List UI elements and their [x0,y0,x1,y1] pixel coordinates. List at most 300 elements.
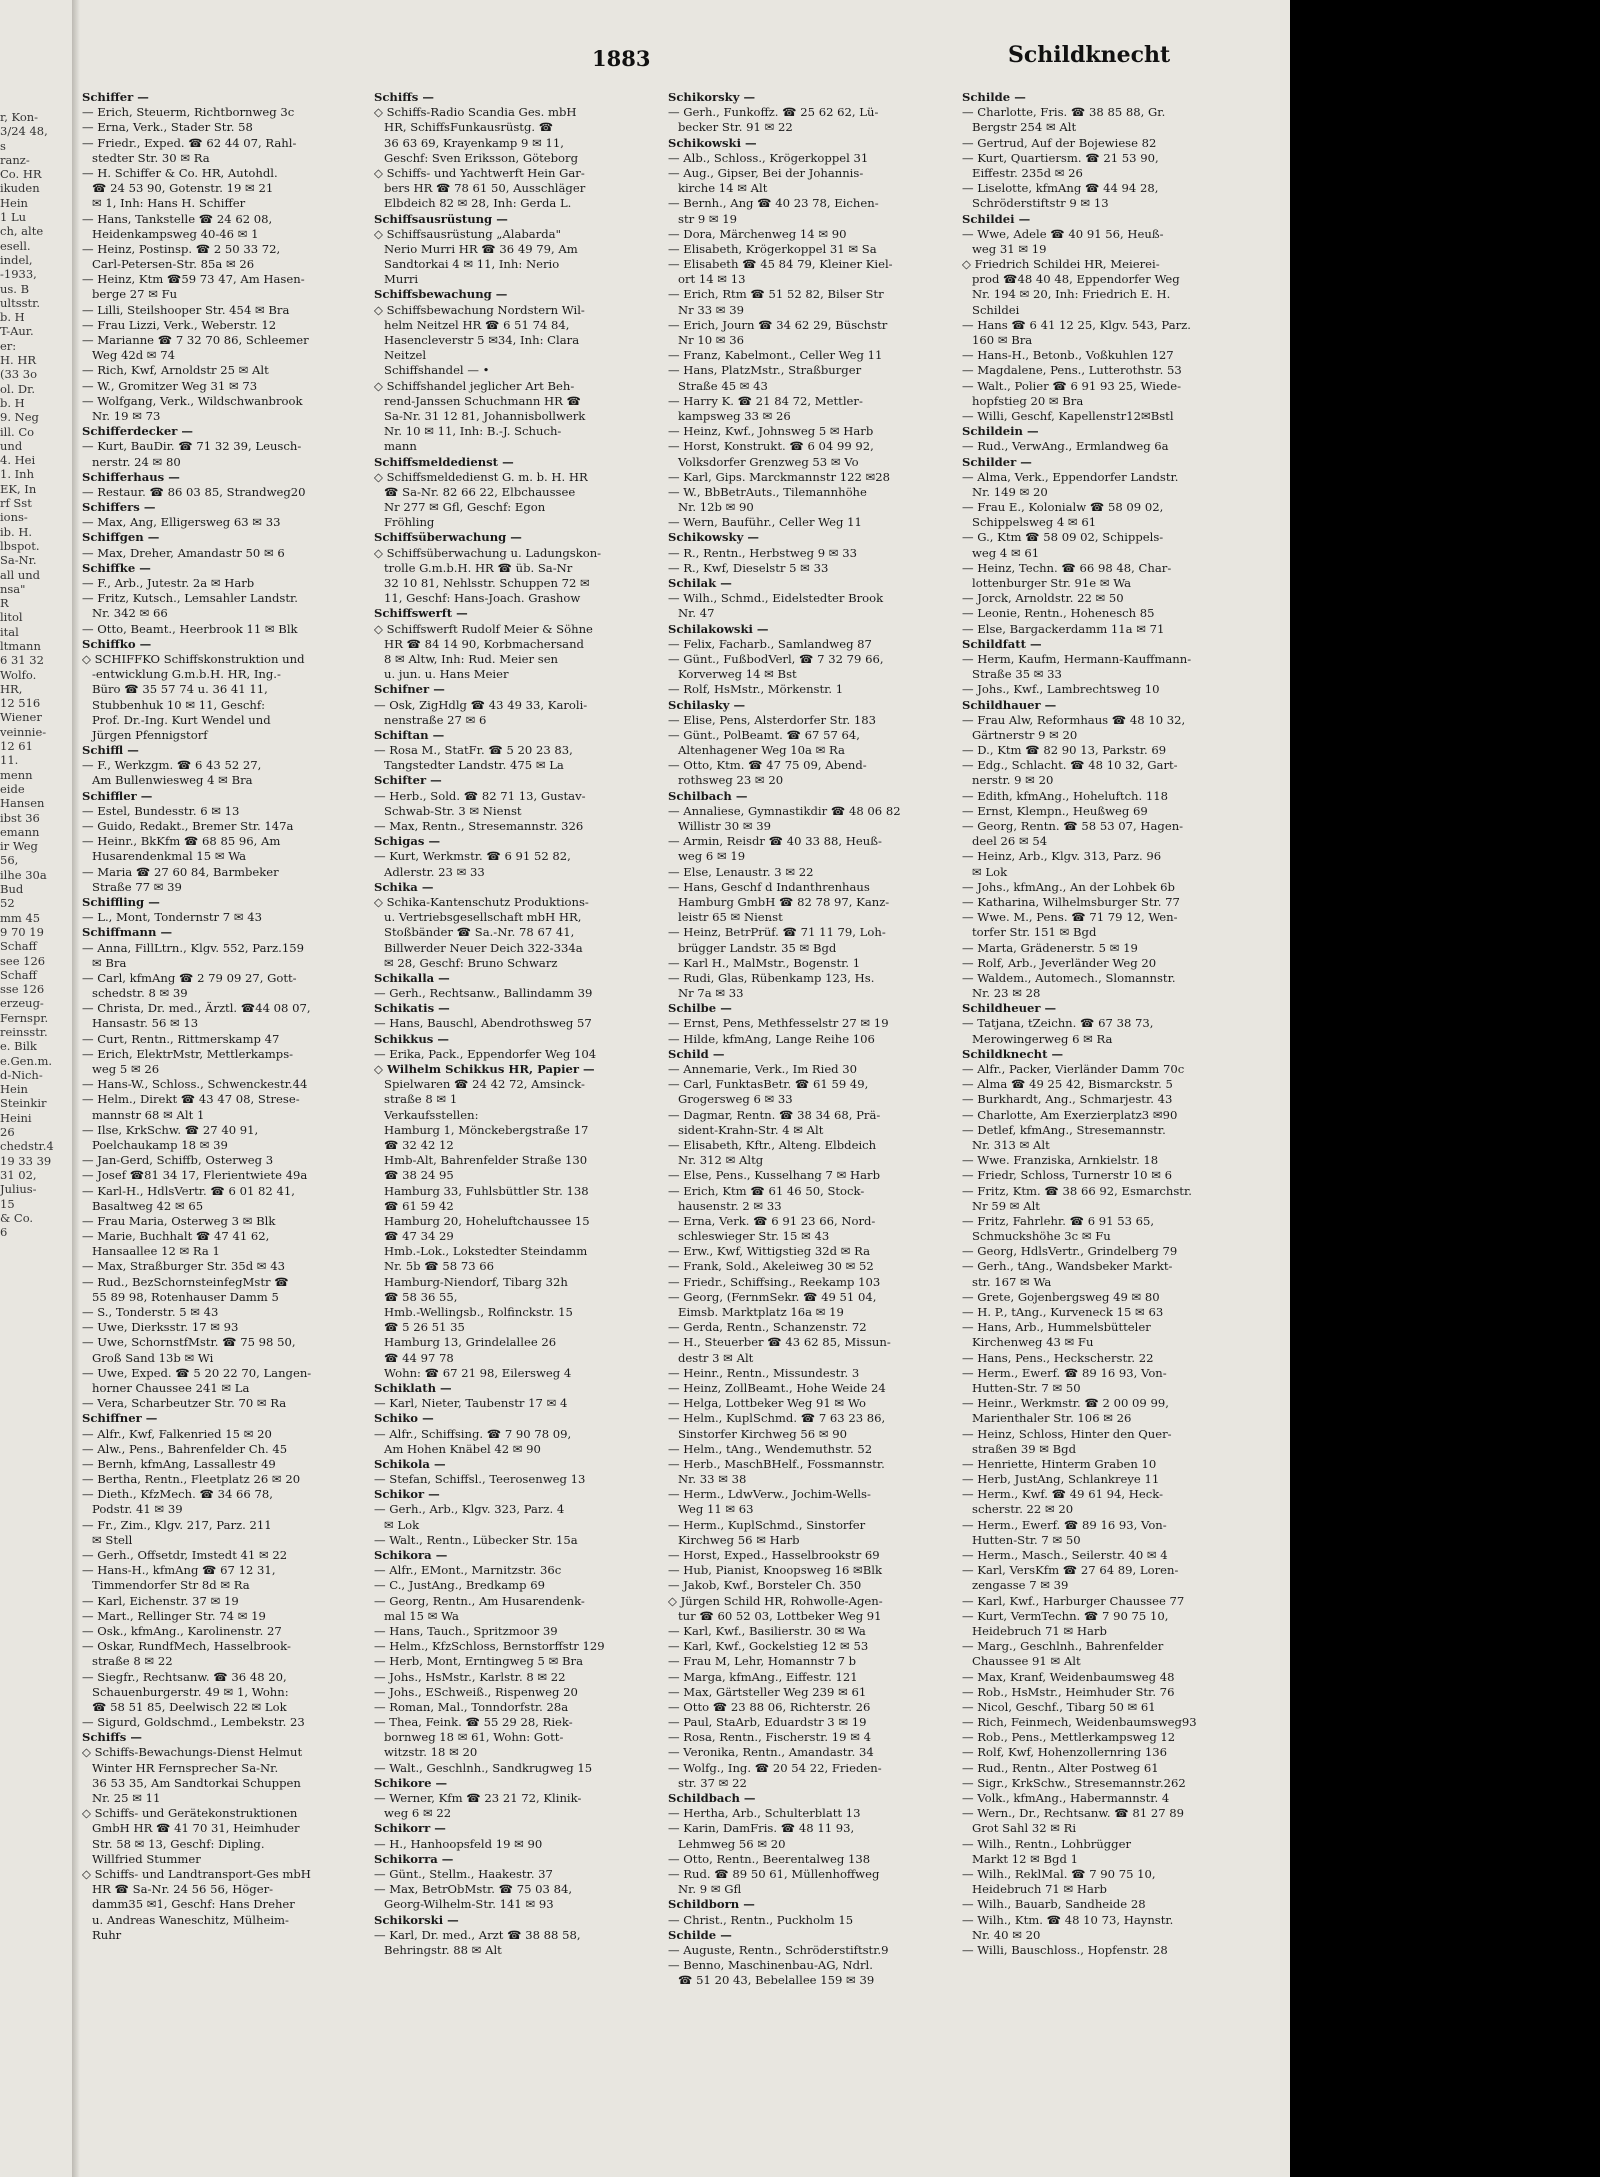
directory-entry-line: Nr 10 ✉ 36 [678,333,744,347]
directory-entry-line: — Ernst, Pens, Methfesselstr 27 ✉ 19 [668,1016,889,1031]
directory-entry-line: Basaltweg 42 ✉ 65 [92,1198,204,1213]
directory-entry-line: GmbH HR ☎ 41 70 31, Heimhuder [92,1821,300,1836]
fragment-line: ill. Co [0,424,35,439]
surname-heading: Schiffling — [82,894,160,909]
directory-entry-line: Fröhling [384,515,435,530]
surname-heading: Schikola — [374,1456,446,1471]
directory-entry-line: — Felix, Facharb., Samlandweg 87 [668,636,872,651]
directory-entry-line: — Hans, Geschf d Indanthrenhaus [668,879,870,894]
directory-entry-line: — Fritz, Fahrlehr. ☎ 6 91 53 65, [962,1213,1155,1228]
directory-entry-line: weg 6 ✉ 19 [678,849,746,864]
directory-entry-line: — Auguste, Rentn., Schröderstiftstr.9 [668,1942,889,1957]
surname-heading: Schikor — [374,1487,440,1502]
directory-entry-line: — Uwe, Dierksstr. 17 ✉ 93 [82,1320,239,1335]
directory-entry-line: — Erich, Journ ☎ 34 62 29, Büschstr [668,317,888,332]
directory-entry-line: — Werner, Kfm ☎ 23 21 72, Klinik- [374,1791,582,1805]
directory-entry-line: Nr. 5b ☎ 58 73 66 [384,1259,495,1274]
directory-entry-line: bers HR ☎ 78 61 50, Ausschläger [384,181,586,196]
previous-page-fragment [0,110,70,1239]
directory-entry-line: — Wolfgang, Verk., Wildschwanbrook [82,393,303,408]
directory-entry-line: Murri [384,272,419,287]
directory-entry-line: ✉ Stell [92,1532,133,1547]
directory-entry-line: — Friedr, Schloss, Turnerstr 10 ✉ 6 [962,1168,1173,1183]
directory-entry-line: Grogersweg 6 ✉ 33 [678,1092,793,1107]
surname-heading: Schiffswerft — [374,606,468,621]
directory-entry-line: Heidebruch 71 ✉ Harb [972,1882,1107,1897]
directory-entry-line: Sa-Nr. 31 12 81, Johannisbollwerk [384,408,586,423]
directory-entry-line: — H. P., tAng., Kurveneck 15 ✉ 63 [962,1305,1164,1319]
directory-entry-line: — D., Ktm ☎ 82 90 13, Parkstr. 69 [962,743,1167,758]
directory-entry-line: — Helm., KuplSchmd. ☎ 7 63 23 86, [668,1411,886,1426]
directory-entry-line: — Heinr., Rentn., Missundestr. 3 [668,1365,860,1380]
fragment-line: (33 3o [0,367,38,382]
directory-entry-line: — Alfr., Packer, Vierländer Damm 70c [962,1062,1185,1076]
surname-heading: Schiffler — [82,788,153,803]
directory-entry-line: — Annaliese, Gymnastikdir ☎ 48 06 82 [668,803,901,818]
directory-entry-line: — Herm., Ewerf. ☎ 89 16 93, Von- [962,1365,1167,1380]
directory-entry-line: ◇ Schika-Kantenschutz Produktions- [374,894,589,909]
directory-entry-line: — Karl, VersKfm ☎ 27 64 89, Loren- [962,1563,1179,1578]
directory-entry-line: — Karl H., MalMstr., Bogenstr. 1 [668,955,861,970]
fragment-line: litol [0,610,23,625]
fragment-line: chedstr.4 [0,1139,54,1154]
directory-entry-line: 8 ✉ Altw, Inh: Rud. Meier sen [384,651,559,666]
directory-entry-line: Nr. 10 ✉ 11, Inh: B.-J. Schuch- [384,424,562,439]
directory-entry-line: — Günt., PolBeamt. ☎ 67 57 64, [668,727,860,742]
directory-entry-line: prod ☎48 40 48, Eppendorfer Weg [972,272,1180,287]
directory-entry-line: — Georg, (FernmSekr. ☎ 49 51 04, [668,1289,877,1304]
directory-entry-line: — Annemarie, Verk., Im Ried 30 [668,1062,858,1076]
directory-entry-line: Hasencleverstr 5 ✉34, Inh: Clara [384,333,580,347]
surname-heading: Schildbach — [668,1791,756,1805]
fragment-line: mm 45 [0,910,41,925]
surname-heading: Schilbe — [668,1001,732,1016]
directory-entry-line: — Erna, Verk. ☎ 6 91 23 66, Nord- [668,1213,876,1228]
directory-entry-line: Heidenkampsweg 40-46 ✉ 1 [92,226,259,241]
directory-entry-line: rothsweg 23 ✉ 20 [678,773,784,788]
directory-entry-line: helm Neitzel HR ☎ 6 51 74 84, [384,317,570,332]
directory-entry-line: — Helga, Lottbeker Weg 91 ✉ Wo [668,1396,866,1411]
surname-heading: Schifferdecker — [82,424,193,439]
directory-entry-line: — Wern, Bauführ., Celler Weg 11 [668,515,862,530]
directory-entry-line: Nr. 25 ✉ 11 [92,1791,161,1805]
surname-heading: Schikora — [374,1548,448,1562]
directory-entry-line: 160 ✉ Bra [972,333,1033,347]
directory-entry-line: — Charlotte, Fris. ☎ 38 85 88, Gr. [962,105,1166,120]
directory-entry-line: tur ☎ 60 52 03, Lottbeker Weg 91 [678,1608,882,1623]
directory-entry-line: — Aug., Gipser, Bei der Johannis- [668,165,864,180]
directory-entry-line: Spielwaren ☎ 24 42 72, Amsinck- [384,1077,585,1092]
directory-entry-line: — Else, Lenaustr. 3 ✉ 22 [668,864,814,879]
fragment-line: ibst 36 [0,810,40,825]
directory-entry-line: — Rud. ☎ 89 50 61, Müllenhoffweg [668,1866,880,1881]
directory-entry-line: Hmb.-Lok., Lokstedter Steindamm [384,1244,588,1259]
directory-entry-line: weg 5 ✉ 26 [92,1062,160,1076]
directory-entry-line: — Osk, ZigHdlg ☎ 43 49 33, Karoli- [374,697,588,712]
fragment-line: veinnie- [0,724,47,739]
surname-heading: Schilder — [962,454,1032,469]
directory-entry-line: — Kurt, BauDir. ☎ 71 32 39, Leusch- [82,439,302,454]
directory-entry-line: — Karin, DamFris. ☎ 48 11 93, [668,1821,855,1836]
directory-entry-line: — Gerh., Funkoffz. ☎ 25 62 62, Lü- [668,105,879,120]
directory-entry-line: ◇ Schiffshandel jeglicher Art Beh- [374,378,575,393]
directory-entry-line: ◇ Schiffsmeldedienst G. m. b. H. HR [374,469,588,484]
directory-entry-line: Straße 45 ✉ 43 [678,378,768,393]
directory-entry-line: — Kurt, VermTechn. ☎ 7 90 75 10, [962,1608,1169,1623]
directory-entry-line: — Karl, Kwf., Harburger Chaussee 77 [962,1593,1185,1608]
fragment-line: 15 [0,1196,15,1211]
directory-entry-line: Sandtorkai 4 ✉ 11, Inh: Nerio [384,257,560,272]
directory-entry-line: — Heinz, Arb., Klgv. 313, Parz. 96 [962,849,1162,864]
directory-entry-line: — Stefan, Schiffsl., Teerosenweg 13 [374,1472,586,1487]
directory-entry-line: — Detlef, kfmAng., Stresemannstr. [962,1122,1166,1137]
surname-heading: Schifter — [374,773,442,788]
directory-entry-line: — Walt., Geschlnh., Sandkrugweg 15 [374,1760,593,1775]
directory-entry-line: — Heinz, ZollBeamt., Hohe Weide 24 [668,1380,886,1395]
fragment-line: ltmann [0,638,41,653]
directory-entry-line: u. jun. u. Hans Meier [384,667,509,682]
directory-entry-line: — Osk., kfmAng., Karolinenstr. 27 [82,1623,282,1638]
surname-heading: Schilde — [668,1927,732,1942]
directory-entry-line: HR ☎ 84 14 90, Korbmachersand [384,636,584,651]
directory-entry-line: mann [384,439,417,454]
fragment-line: 56, [0,853,19,868]
directory-entry-line: — Karl, Kwf., Basilierstr. 30 ✉ Wa [668,1623,866,1638]
directory-entry-line: Schauenburgerstr. 49 ✉ 1, Wohn: [92,1684,289,1699]
fragment-line: Steinkir [0,1096,47,1111]
directory-entry-line: — Friedr., Exped. ☎ 62 44 07, Rahl- [82,135,297,150]
directory-entry-line: — Hans, Bauschl, Abendrothsweg 57 [374,1016,592,1031]
fragment-line: Hein [0,195,28,210]
directory-entry-line: Hutten-Str. 7 ✉ 50 [972,1380,1081,1395]
directory-entry-line: — Veronika, Rentn., Amandastr. 34 [668,1745,874,1760]
directory-entry-line: Stoßbänder ☎ Sa.-Nr. 78 67 41, [384,925,575,940]
directory-entry-line: Schröderstiftstr 9 ✉ 13 [972,196,1109,211]
directory-entry-line: — Herm., LdwVerw., Jochim-Wells- [668,1487,871,1502]
directory-entry-line: — Gerh., Arb., Klgv. 323, Parz. 4 [374,1502,565,1517]
directory-entry-line: — Wilh., Bauarb, Sandheide 28 [962,1897,1146,1912]
directory-entry-line: Schwab-Str. 3 ✉ Nienst [384,803,522,818]
surname-heading: Schildein — [962,424,1039,439]
directory-entry-line: — Ernst, Klempn., Heußweg 69 [962,803,1148,818]
directory-entry-line: — Grete, Gojenbergsweg 49 ✉ 80 [962,1289,1160,1304]
directory-entry-line: ☎ Sa-Nr. 82 66 22, Elbchaussee [384,484,576,499]
directory-entry-line: — Uwe, SchornstfMstr. ☎ 75 98 50, [82,1335,296,1350]
directory-entry-line: — Gerh., tAng., Wandsbeker Markt- [962,1259,1173,1274]
surname-heading: Schifferhaus — [82,469,180,484]
directory-entry-line: — F., Werkzgm. ☎ 6 43 52 27, [82,758,262,773]
directory-entry-line: — Wilh., Ktm. ☎ 48 10 73, Haynstr. [962,1912,1174,1927]
directory-entry-line: — Jakob, Kwf., Borsteler Ch. 350 [668,1578,862,1593]
directory-entry-line: — Alfr., Schiffsing. ☎ 7 90 78 09, [374,1426,572,1441]
directory-entry-line: — Fritz, Kutsch., Lemsahler Landstr. [82,591,298,606]
directory-entry-line: — Walt., Polier ☎ 6 91 93 25, Wiede- [962,378,1182,393]
directory-entry-line: straßen 39 ✉ Bgd [972,1441,1077,1456]
directory-entry-line: — Dagmar, Rentn. ☎ 38 34 68, Prä- [668,1107,881,1122]
fragment-line: all und [0,567,41,582]
directory-entry-line: — Marta, Grädenerstr. 5 ✉ 19 [962,940,1138,955]
directory-entry-line: — Rosa, Rentn., Fischerstr. 19 ✉ 4 [668,1730,871,1745]
fragment-line: 6 [0,1225,8,1240]
directory-entry-line: ☎ 58 51 85, Deelwisch 22 ✉ Lok [92,1699,287,1714]
column-1 [82,90,372,1943]
directory-entry-line: — Walt., Rentn., Lübecker Str. 15a [374,1532,578,1547]
directory-entry-line: Hmb-Alt, Bahrenfelder Straße 130 [384,1153,588,1168]
directory-entry-line: Straße 77 ✉ 39 [92,879,182,894]
directory-entry-line: Elbdeich 82 ✉ 28, Inh: Gerda L. [384,196,572,211]
directory-entry-line: Groß Sand 13b ✉ Wi [92,1350,214,1365]
directory-entry-line: weg 6 ✉ 22 [384,1806,452,1821]
directory-entry-line: rend-Janssen Schuchmann HR ☎ [384,393,581,408]
fragment-line: ions- [0,510,28,525]
directory-entry-line: — Heinz, BetrPrüf. ☎ 71 11 79, Loh- [668,925,886,940]
directory-entry-line: Hamburg-Niendorf, Tibarg 32h [384,1274,568,1289]
directory-entry-line: — Karl, Eichenstr. 37 ✉ 19 [82,1593,239,1608]
fragment-line: 11. [0,753,19,768]
directory-entry-line: Adlerstr. 23 ✉ 33 [384,864,485,879]
directory-entry-line: — Maria ☎ 27 60 84, Barmbeker [82,864,279,879]
directory-entry-line: — Heinz, Postinsp. ☎ 2 50 33 72, [82,241,281,256]
directory-entry-line: — Georg, Rentn., Am Husarendenk- [374,1593,585,1608]
directory-entry-line: — G., Ktm ☎ 58 09 02, Schippels- [962,530,1164,545]
fragment-line: ital [0,624,19,639]
directory-entry-line: — Alfr., Kwf, Falkenried 15 ✉ 20 [82,1426,272,1441]
directory-entry-line: — Max, Rentn., Stresemannstr. 326 [374,819,584,833]
directory-entry-line: — Karl, Gips. Marckmannstr 122 ✉28 [668,469,890,484]
directory-entry-line: bornweg 18 ✉ 61, Wohn: Gott- [384,1730,564,1745]
directory-entry-line: — Dora, Märchenweg 14 ✉ 90 [668,226,847,241]
directory-entry-line: — Helm., Direkt ☎ 43 47 08, Strese- [82,1092,300,1107]
directory-entry-line: Wohn: ☎ 67 21 98, Eilersweg 4 [384,1365,572,1380]
directory-entry-line: leistr 65 ✉ Nienst [678,910,783,925]
directory-entry-line: Eiffestr. 235d ✉ 26 [972,165,1083,180]
directory-entry-line: Timmendorfer Str 8d ✉ Ra [92,1578,250,1593]
surname-heading: Schigas — [374,834,441,849]
directory-entry-line: ✉ Bra [92,955,127,970]
directory-entry-line: — Herb., MaschBHelf., Fossmannstr. [668,1456,885,1471]
directory-entry-line: — Heinz, Kwf., Johnsweg 5 ✉ Harb [668,424,874,439]
directory-entry-line: — Uwe, Exped. ☎ 5 20 22 70, Langen- [82,1365,312,1380]
fragment-line: 1 Lu [0,210,27,225]
surname-heading: Schiftan — [374,727,445,742]
surname-heading: Schiffs — [82,1730,142,1745]
surname-heading: Schiffer — [82,90,149,104]
surname-heading: Schiffl — [82,743,139,758]
directory-entry-line: Nerio Murri HR ☎ 36 49 79, Am [384,241,578,256]
directory-entry-line: Kirchenweg 43 ✉ Fu [972,1335,1094,1350]
directory-entry-line: mannstr 68 ✉ Alt 1 [92,1107,205,1122]
fragment-line: Fernspr. [0,1010,49,1025]
directory-entry-line: ◇ Schiffs-Bewachungs-Dienst Helmut [82,1745,303,1760]
directory-entry-line: — Hans ☎ 6 41 12 25, Klgv. 543, Parz. [962,317,1191,332]
surname-heading: Schiffgen — [82,530,160,545]
directory-entry-line: Nr. 40 ✉ 20 [972,1927,1041,1942]
directory-entry-line: u. Vertriebsgesellschaft mbH HR, [384,910,582,925]
directory-entry-line: Schildei [972,302,1020,317]
directory-entry-line: Weg 42d ✉ 74 [92,348,175,363]
directory-entry-line: — Georg, Rentn. ☎ 58 53 07, Hagen- [962,819,1184,833]
fragment-line: 9. Neg [0,410,39,425]
directory-entry-line: — Restaur. ☎ 86 03 85, Strandweg20 [82,484,306,499]
fragment-line: Hansen [0,796,45,811]
directory-entry-line: — Wern., Dr., Rechtsanw. ☎ 81 27 89 [962,1806,1185,1821]
directory-entry-line: — Herm, Kaufm, Hermann-Kauffmann- [962,651,1192,666]
fragment-line: reinsstr. [0,1025,48,1039]
fragment-line: 3/24 48, [0,124,48,139]
fragment-line: ol. Dr. [0,381,36,396]
directory-entry-line: Nr. 149 ✉ 20 [972,484,1048,499]
directory-entry-line: ☎ 38 24 95 [384,1168,454,1183]
directory-entry-line: ✉ Lok [972,864,1008,879]
surname-heading: Schildborn — [668,1897,755,1912]
directory-entry-line: u. Andreas Waneschitz, Mülheim- [92,1912,289,1927]
directory-entry-line: Nr. 312 ✉ Altg [678,1153,764,1168]
surname-heading: Schilbach — [668,788,748,803]
fragment-line: ultsstr. [0,295,41,310]
directory-entry-line: ☎ 47 34 29 [384,1229,454,1244]
fragment-line: see 126 [0,953,46,968]
fragment-line: Wiener [0,710,42,725]
directory-entry-line: — W., Gromitzer Weg 31 ✉ 73 [82,378,258,393]
fragment-line: EK, In [0,481,37,496]
fragment-line: 9 70 19 [0,924,44,939]
directory-entry-line: Hutten-Str. 7 ✉ 50 [972,1532,1081,1547]
directory-entry-line: — Erna, Verk., Stader Str. 58 [82,120,253,135]
directory-entry-line: — Volk., kfmAng., Habermannstr. 4 [962,1791,1170,1805]
directory-entry-line: straße 8 ✉ 1 [384,1092,458,1107]
directory-entry-line: — Sigurd, Goldschmd., Lembekstr. 23 [82,1715,305,1730]
directory-entry-line: ☎ 58 36 55, [384,1289,458,1304]
directory-entry-line: weg 4 ✉ 61 [972,545,1040,560]
directory-entry-line: ✉ Lok [384,1517,420,1532]
fragment-line: ikuden [0,181,40,196]
directory-entry-line: nerstr. 24 ✉ 80 [92,454,181,469]
directory-entry-line: — Wwe. Franziska, Arnkielstr. 18 [962,1153,1159,1168]
running-headword: Schildknecht [1008,42,1171,68]
fragment-line: Julius- [0,1182,37,1197]
fragment-line: -1933, [0,267,37,282]
directory-entry-line: ◇ Schiffswerft Rudolf Meier & Söhne [374,621,593,636]
directory-entry-line: — Hans-W., Schloss., Schwenckestr.44 [82,1077,308,1092]
surname-heading: Schildheuer — [962,1001,1057,1016]
fragment-line: 52 [0,896,15,911]
directory-entry-line: — Henriette, Hinterm Graben 10 [962,1456,1157,1471]
directory-entry-line: Winter HR Fernsprecher Sa-Nr. [92,1760,279,1775]
directory-entry-line: Nr. 23 ✉ 28 [972,986,1041,1001]
fragment-line: nsa" [0,581,26,596]
page-number: 1883 [592,46,651,71]
directory-entry-line: Hamburg 33, Fuhlsbüttler Str. 138 [384,1183,589,1198]
directory-entry-line: Verkaufsstellen: [384,1107,479,1122]
directory-entry-line: HR, SchiffsFunkausrüstg. ☎ [384,120,554,135]
fragment-line: lbspot. [0,538,40,553]
directory-entry-line: damm35 ✉1, Geschf: Hans Dreher [92,1897,295,1912]
directory-entry-line: Eimsb. Marktplatz 16a ✉ 19 [678,1305,844,1319]
directory-entry-line: — Wilh., Schmd., Eidelstedter Brook [668,591,884,606]
directory-entry-line: Poelchaukamp 18 ✉ 39 [92,1137,228,1152]
directory-entry-line: — Helm., KfzSchloss, Bernstorffstr 129 [374,1639,605,1654]
directory-entry-line: str. 167 ✉ Wa [972,1274,1052,1289]
directory-entry-line: — Magdalene, Pens., Lutterothstr. 53 [962,363,1182,378]
fragment-line: Wolfo. [0,667,37,682]
directory-entry-line: — Edg., Schlacht. ☎ 48 10 32, Gart- [962,758,1178,773]
directory-entry-line: Nr. 47 [678,606,715,621]
fragment-line: e. Bilk [0,1039,37,1054]
directory-entry-line: Nr. 9 ✉ Gfl [678,1882,742,1897]
directory-entry-line: — Frau M, Lehr, Homannstr 7 b [668,1654,857,1669]
directory-entry-line: hausenstr. 2 ✉ 33 [678,1198,782,1213]
directory-entry-line: — Elisabeth ☎ 45 84 79, Kleiner Kiel- [668,257,893,272]
surname-heading: Schiffers — [82,500,156,515]
directory-entry-line: — Alma ☎ 49 25 42, Bismarckstr. 5 [962,1077,1173,1092]
directory-entry-line: — Burkhardt, Ang., Schmarjestr. 43 [962,1092,1173,1107]
directory-entry-line: lottenburger Str. 91e ✉ Wa [972,576,1132,590]
directory-entry-line: Schiffshandel — • [384,363,490,378]
fragment-line: ch, alte [0,224,44,239]
directory-entry-line: — Gerh., Offsetdr, Imstedt 41 ✉ 22 [82,1548,288,1562]
directory-entry-line: — Leonie, Rentn., Hohenesch 85 [962,606,1155,621]
directory-entry-line: — Marianne ☎ 7 32 70 86, Schleemer [82,333,309,347]
directory-entry-line: — Rich, Feinmech, Weidenbaumsweg93 [962,1715,1197,1730]
directory-entry-line: — Mart., Rellinger Str. 74 ✉ 19 [82,1608,266,1623]
directory-entry-line: — Frank, Sold., Akeleiweg 30 ✉ 52 [668,1259,874,1274]
directory-entry-line: ◇ Schiffs-Radio Scandia Ges. mbH [374,105,577,120]
surname-heading: Schilasky — [668,697,746,712]
directory-entry-line: Nr. 342 ✉ 66 [92,606,168,621]
directory-entry-line: — Kurt, Werkmstr. ☎ 6 91 52 82, [374,849,571,864]
directory-entry-line: — Christ., Rentn., Puckholm 15 [668,1912,854,1927]
directory-entry-line: Altenhagener Weg 10a ✉ Ra [678,743,845,758]
directory-entry-line: — Oskar, RundfMech, Hasselbrook- [82,1639,291,1654]
directory-entry-line: — Alb., Schloss., Krögerkoppel 31 [668,150,869,165]
directory-entry-line: ☎ 61 59 42 [384,1198,454,1213]
surname-heading: Schiffsmeldedienst — [374,454,514,469]
directory-entry-line: Jürgen Pfennigstorf [92,727,208,742]
fragment-line: HR, [0,681,23,696]
directory-entry-line: — Franz, Kabelmont., Celler Weg 11 [668,348,883,363]
fragment-line: menn [0,767,33,782]
directory-entry-line: — Herb, JustAng, Schlankreye 11 [962,1472,1160,1487]
directory-entry-line: Nr. 19 ✉ 73 [92,408,161,423]
directory-entry-line: — Johs., Kwf., Lambrechtsweg 10 [962,682,1160,697]
directory-entry-line: — Karl, Dr. med., Arzt ☎ 38 88 58, [374,1927,581,1942]
fragment-line: ranz- [0,152,30,167]
directory-entry-line: — Erich, Ktm ☎ 61 46 50, Stock- [668,1183,865,1198]
surname-heading: Schiffner — [82,1411,158,1426]
directory-entry-line: — Edith, kfmAng., Hoheluftch. 118 [962,788,1168,803]
directory-entry-line: — Friedr., Schiffsing., Reekamp 103 [668,1274,881,1289]
surname-heading: Schikorsky — [668,90,756,104]
directory-entry-line: Nr 277 ✉ Gfl, Geschf: Egon [384,500,546,515]
surname-heading: Schikorski — [374,1912,459,1927]
fragment-line: erzeug- [0,996,44,1011]
directory-entry-line: — Dieth., KfzMech. ☎ 34 66 78, [82,1487,273,1502]
directory-entry-line: — Else, Pens., Kusselhang 7 ✉ Harb [668,1168,880,1183]
directory-entry-line: — Herm., Kwf. ☎ 49 61 94, Heck- [962,1487,1164,1502]
directory-entry-line: Hansaallee 12 ✉ Ra 1 [92,1244,220,1259]
directory-entry-line: — Roman, Mal., Tonndorfstr. 28a [374,1699,569,1714]
directory-entry-line: ort 14 ✉ 13 [678,272,746,287]
surname-heading: Schika — [374,879,434,894]
surname-heading: Schikore — [374,1775,448,1790]
directory-entry-line: horner Chaussee 241 ✉ La [92,1380,250,1395]
surname-heading: Schiffs — [374,90,434,104]
directory-entry-line: — Erich, ElektrMstr, Mettlerkamps- [82,1046,294,1061]
directory-entry-line: — Hans, Pens., Heckscherstr. 22 [962,1350,1154,1365]
directory-entry-line: witzstr. 18 ✉ 20 [384,1745,478,1760]
surname-heading: Schilakowski — [668,621,769,636]
surname-heading: Schiko — [374,1411,434,1426]
